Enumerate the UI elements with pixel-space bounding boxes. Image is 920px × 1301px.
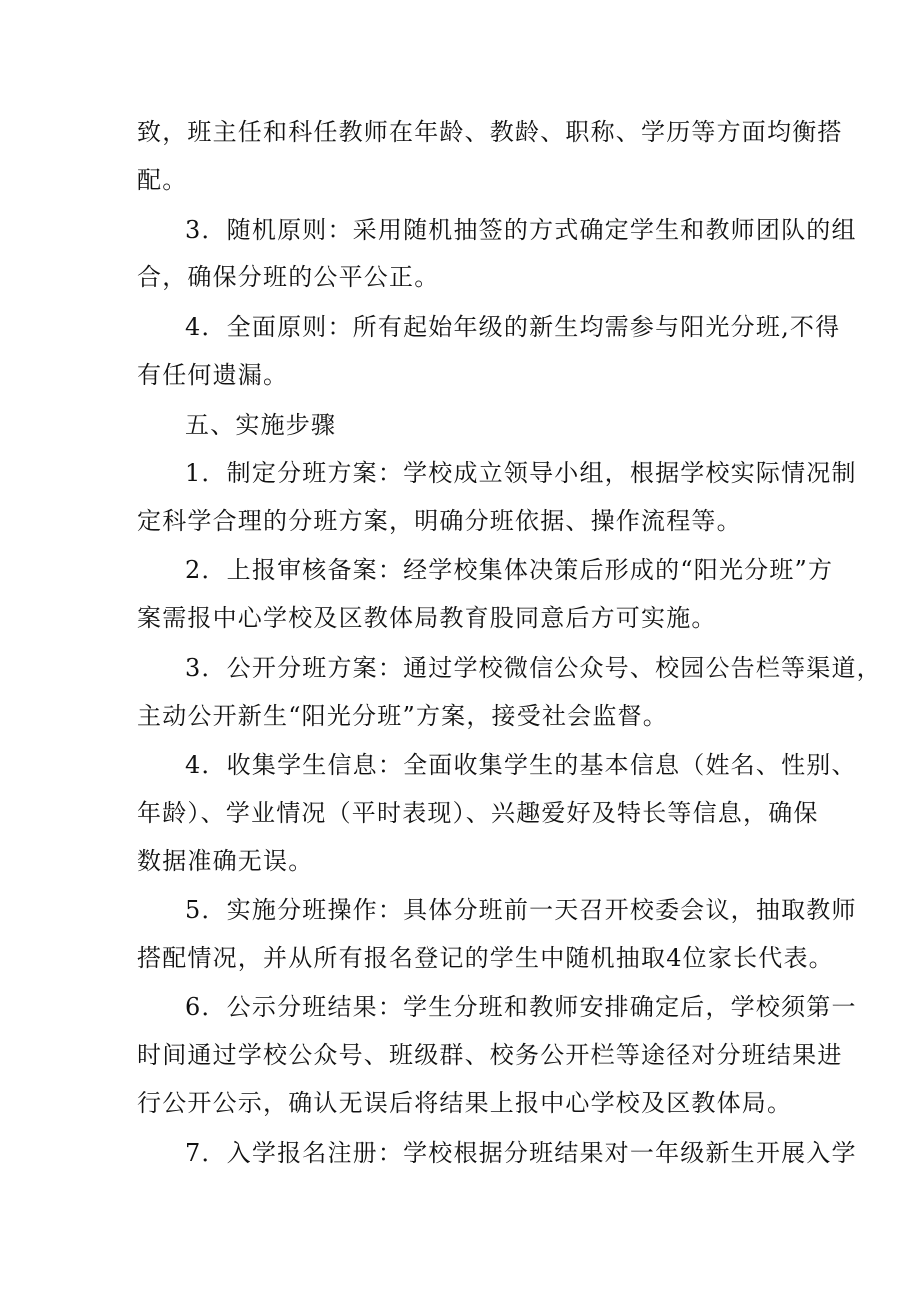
body-line: 定科学合理的分班方案，明确分班依据、操作流程等。 xyxy=(137,507,742,535)
principle-4-line: 4．全面原则：所有起始年级的新生均需参与阳光分班,不得 xyxy=(185,313,841,341)
body-line: 数据准确无误。 xyxy=(137,847,314,875)
body-line: 行公开公示，确认无误后将结果上报中心学校及区教体局。 xyxy=(137,1089,793,1117)
body-line: 案需报中心学校及区教体局教育股同意后方可实施。 xyxy=(137,604,717,632)
section-heading: 五、实施步骤 xyxy=(185,411,337,439)
step-5-line: 5．实施分班操作：具体分班前一天召开校委会议，抽取教师 xyxy=(185,896,857,924)
principle-3-line: 3．随机原则：采用随机抽签的方式确定学生和教师团队的组 xyxy=(185,216,857,244)
step-4-line: 4．收集学生信息：全面收集学生的基本信息（姓名、性别、 xyxy=(185,751,857,779)
step-1-line: 1．制定分班方案：学校成立领导小组，根据学校实际情况制 xyxy=(185,459,857,487)
body-line: 年龄）、学业情况（平时表现）、兴趣爱好及特长等信息，确保 xyxy=(137,799,819,827)
body-line: 配。 xyxy=(137,166,188,194)
body-line: 致，班主任和科任教师在年龄、教龄、职称、学历等方面均衡搭 xyxy=(137,118,843,146)
body-line: 搭配情况，并从所有报名登记的学生中随机抽取4位家长代表。 xyxy=(137,944,834,972)
step-6-line: 6．公示分班结果：学生分班和教师安排确定后，学校须第一 xyxy=(185,993,857,1021)
body-line: 有任何遗漏。 xyxy=(137,361,289,389)
body-line: 主动公开新生“阳光分班”方案，接受社会监督。 xyxy=(137,702,668,730)
step-2-line: 2．上报审核备案：经学校集体决策后形成的“阳光分班”方 xyxy=(185,556,834,584)
step-3-line: 3．公开分班方案：通过学校微信公众号、校园公告栏等渠道， xyxy=(185,654,882,682)
body-line: 合，确保分班的公平公正。 xyxy=(137,263,440,291)
step-7-line: 7．入学报名注册：学校根据分班结果对一年级新生开展入学 xyxy=(185,1139,857,1167)
body-line: 时间通过学校公众号、班级群、校务公开栏等途径对分班结果进 xyxy=(137,1041,843,1069)
